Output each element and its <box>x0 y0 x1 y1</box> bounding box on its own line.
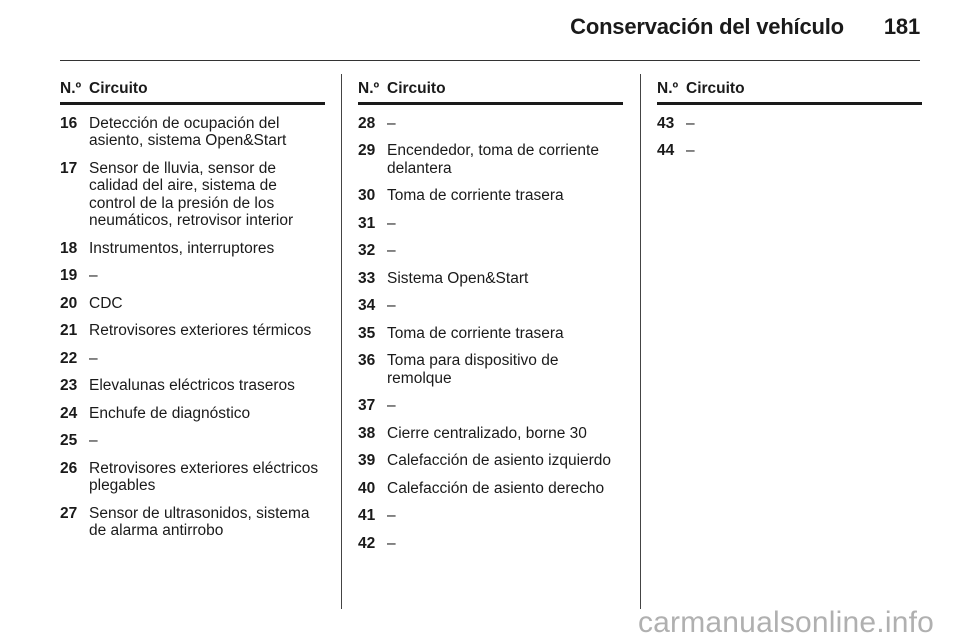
fuse-table-column-3 <box>657 80 922 170</box>
table-row <box>358 115 623 133</box>
column-divider <box>341 74 342 609</box>
fuse-number: 43 <box>657 114 675 132</box>
circuit-description: Enchufe de diagnóstico <box>89 404 251 422</box>
watermark: carmanualsonline.info <box>637 606 934 639</box>
table-row <box>358 242 623 260</box>
table-row <box>358 297 623 315</box>
table-row <box>358 480 623 498</box>
circuit-description: – <box>387 507 396 524</box>
circuit-description: Cierre centralizado, borne 30 <box>387 424 587 442</box>
table-row <box>358 352 623 387</box>
table-row <box>358 507 623 525</box>
circuit-description: Calefacción de asiento izquierdo <box>387 452 612 469</box>
circuit-description: Detección de ocupación del asiento, sistema Open&Start <box>89 114 287 149</box>
fuse-number: 25 <box>60 432 78 449</box>
fuse-number: 39 <box>358 452 376 469</box>
fuse-number: 30 <box>358 187 376 204</box>
circuit-description: – <box>387 297 396 314</box>
circuit-description: Elevalunas eléctricos traseros <box>89 377 295 394</box>
circuit-description: CDC <box>89 294 123 312</box>
section-title: Conservación del vehículo <box>570 14 844 39</box>
table-header <box>60 80 325 105</box>
page-number: 181 <box>883 14 920 39</box>
circuit-description: – <box>387 397 396 414</box>
circuit-description: – <box>387 534 396 552</box>
circuit-description: Toma para dispositivo de remolque <box>387 352 559 387</box>
fuse-number: 33 <box>358 269 376 287</box>
fuse-number: 18 <box>60 239 78 257</box>
table-header <box>358 80 623 105</box>
circuit-description: – <box>387 214 396 232</box>
circuit-description: – <box>89 349 98 367</box>
header-divider <box>60 60 920 61</box>
table-row <box>358 535 623 553</box>
circuit-description: Instrumentos, interruptores <box>89 239 275 257</box>
fuse-number: 32 <box>358 242 376 259</box>
circuit-description: Retrovisores exteriores térmicos <box>89 322 312 339</box>
fuse-number: 22 <box>60 349 78 367</box>
fuse-number: 29 <box>358 142 376 159</box>
circuit-header: Circuito <box>89 80 148 97</box>
fuse-number: 40 <box>358 479 376 497</box>
table-row <box>60 460 325 495</box>
circuit-description: Toma de corriente trasera <box>387 324 564 342</box>
fuse-number: 17 <box>60 159 78 177</box>
table-row <box>358 325 623 343</box>
fuse-number: 20 <box>60 294 78 312</box>
circuit-description: Sensor de ultrasonidos, sistema de alarma antirrobo <box>89 504 310 539</box>
circuit-description: Toma de corriente trasera <box>387 187 564 204</box>
table-row <box>60 115 325 150</box>
fuse-number: 34 <box>358 297 376 314</box>
fuse-number: 42 <box>358 534 376 552</box>
number-header: N.º <box>60 80 82 97</box>
number-header: N.º <box>657 80 679 97</box>
fuse-number: 44 <box>657 142 675 159</box>
table-row <box>358 215 623 233</box>
table-row <box>60 240 325 258</box>
table-row <box>60 267 325 285</box>
table-header <box>657 80 922 105</box>
circuit-description: – <box>686 142 695 159</box>
circuit-header: Circuito <box>387 80 446 97</box>
circuit-description: – <box>89 432 98 449</box>
circuit-description: Sensor de lluvia, sensor de calidad del aire, sistema de control de la presión de los neumáticos, retrovisor interior <box>89 159 294 229</box>
number-header: N.º <box>358 80 380 97</box>
fuse-number: 27 <box>60 504 78 522</box>
table-row <box>60 432 325 450</box>
circuit-description: – <box>387 114 396 132</box>
table-row <box>60 322 325 340</box>
circuit-header: Circuito <box>686 80 745 97</box>
table-row <box>358 397 623 415</box>
circuit-description: Encendedor, toma de corriente delantera <box>387 142 599 177</box>
fuse-number: 31 <box>358 214 376 232</box>
column-divider <box>640 74 641 609</box>
fuse-number: 35 <box>358 324 376 342</box>
table-row <box>358 187 623 205</box>
table-row <box>60 160 325 230</box>
fuse-number: 41 <box>358 507 376 524</box>
fuse-number: 19 <box>60 267 78 284</box>
table-row <box>358 425 623 443</box>
circuit-description: – <box>89 267 98 284</box>
table-row <box>60 350 325 368</box>
table-row <box>358 142 623 177</box>
table-row <box>60 405 325 423</box>
table-row <box>657 115 922 133</box>
fuse-table-column-2 <box>358 80 623 562</box>
fuse-number: 37 <box>358 397 376 414</box>
circuit-description: Retrovisores exteriores eléctricos plegables <box>89 459 319 494</box>
fuse-number: 26 <box>60 459 78 477</box>
fuse-number: 23 <box>60 377 78 394</box>
table-row <box>657 142 922 160</box>
table-row <box>60 505 325 540</box>
table-row <box>358 452 623 470</box>
fuse-number: 24 <box>60 404 78 422</box>
fuse-number: 28 <box>358 114 376 132</box>
fuse-number: 16 <box>60 114 78 132</box>
circuit-description: – <box>387 242 396 259</box>
fuse-number: 21 <box>60 322 78 339</box>
table-row <box>60 377 325 395</box>
fuse-table-column-1 <box>60 80 325 550</box>
page-header <box>570 14 920 40</box>
table-row <box>60 295 325 313</box>
circuit-description: – <box>686 114 695 132</box>
circuit-description: Sistema Open&Start <box>387 269 529 287</box>
table-row <box>358 270 623 288</box>
fuse-number: 36 <box>358 352 376 369</box>
fuse-number: 38 <box>358 424 376 442</box>
circuit-description: Calefacción de asiento derecho <box>387 479 605 497</box>
